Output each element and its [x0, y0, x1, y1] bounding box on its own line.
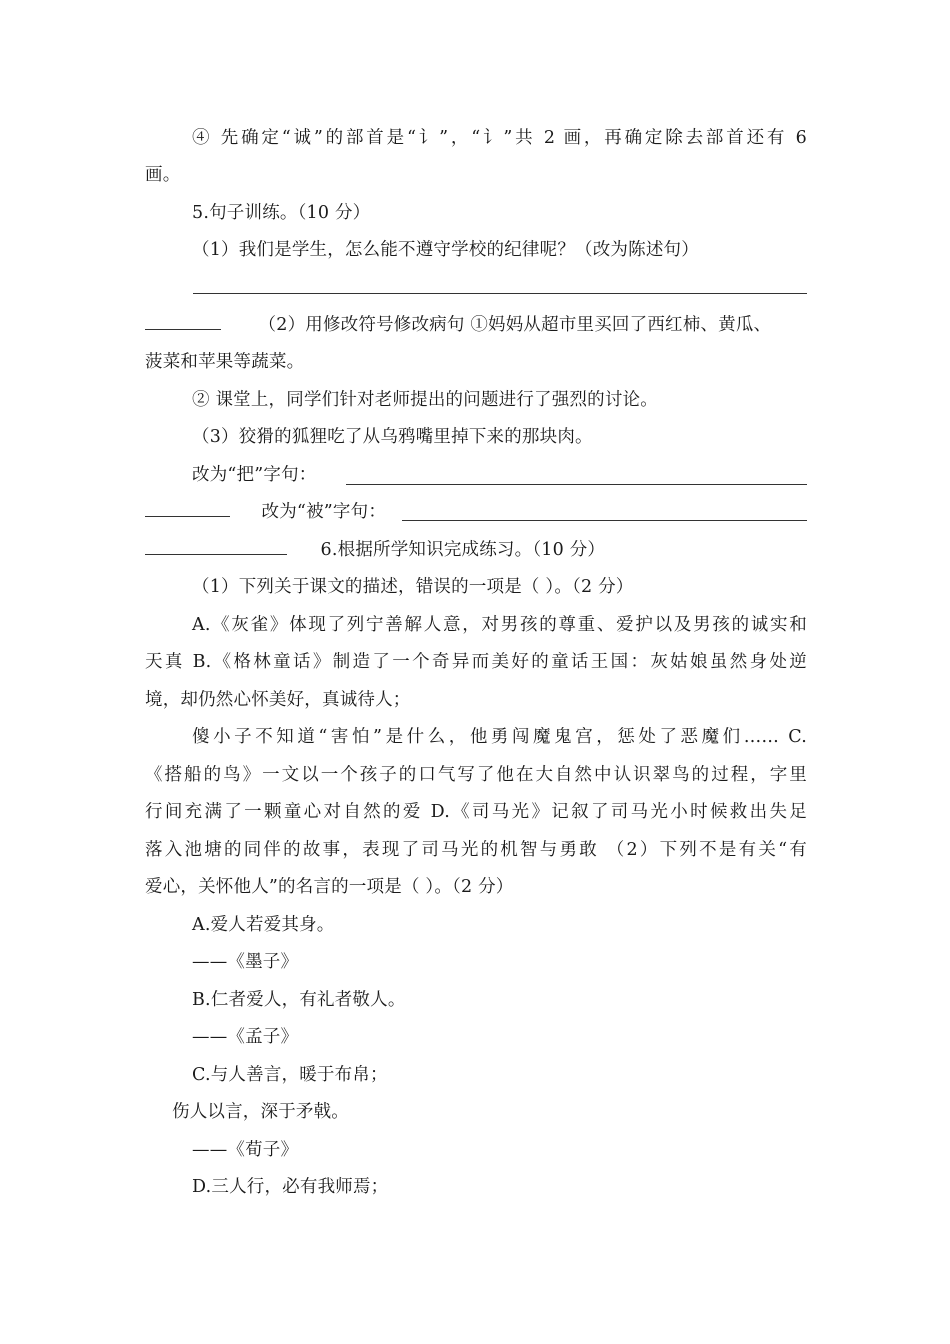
option-line: 落入池塘的同伴的故事，表现了司马光的机智与勇敢 （2）下列不是有关“有: [145, 840, 807, 860]
answer-line: [346, 484, 807, 485]
prompt-label: 改为“被”字句：: [261, 502, 387, 522]
quote-source: ——《孟子》: [192, 1027, 299, 1047]
option-line: 行间充满了一颗童心对自然的爱 D.《司马光》记叙了司马光小时候救出失足: [145, 802, 807, 822]
option-line: 境，却仍然心怀美好，真诚待人；: [145, 690, 411, 710]
text-line: 菠菜和苹果等蔬菜。: [145, 352, 305, 372]
answer-blank: [145, 498, 230, 517]
text-line: ② 课堂上，同学们针对老师提出的问题进行了强烈的讨论。: [192, 390, 658, 410]
option-line: C.与人善言，暖于布帛；: [192, 1065, 388, 1085]
option-line: D.三人行，必有我师焉；: [192, 1177, 389, 1197]
quote-source: ——《墨子》: [192, 952, 299, 972]
question-line: （1）我们是学生，怎么能不遵守学校的纪律呢？（改为陈述句）: [192, 240, 699, 260]
option-line: 傻小子不知道“害怕”是什么，他勇闯魔鬼宫，惩处了恶魔们…… C.: [192, 727, 807, 747]
quote-source: ——《荀子》: [192, 1140, 299, 1160]
question-line: （2）用修改符号修改病句 ①妈妈从超市里买回了西红柿、黄瓜、: [258, 315, 772, 335]
option-line: A.爱人若爱其身。: [192, 915, 335, 935]
section-heading: 5.句子训练。（10 分）: [192, 203, 371, 223]
option-line: A.《灰雀》体现了列宁善解人意，对男孩的尊重、爱护以及男孩的诚实和: [192, 615, 807, 635]
text-line: [145, 498, 807, 526]
text-line: 画。: [145, 165, 181, 185]
answer-blank: [145, 311, 221, 330]
option-line: B.仁者爱人，有礼者敬人。: [192, 990, 406, 1010]
text-line: [145, 311, 807, 339]
answer-blank: [145, 536, 287, 555]
text-line: [145, 536, 807, 564]
option-line: 《搭船的鸟》一文以一个孩子的口气写了他在大自然中认识翠鸟的过程，字里: [145, 765, 807, 785]
prompt-label: 改为“把”字句：: [192, 465, 317, 485]
option-line: 天真 B.《格林童话》制造了一个奇异而美好的童话王国：灰姑娘虽然身处逆: [145, 652, 807, 672]
question-line: 爱心，关怀他人”的名言的一项是（ ）。（2 分）: [145, 877, 514, 897]
question-line: （1）下列关于课文的描述，错误的一项是（ ）。（2 分）: [192, 577, 634, 597]
option-line: 伤人以言，深于矛戟。: [172, 1102, 349, 1122]
answer-line: [193, 293, 807, 294]
question-line: （3）狡猾的狐狸吃了从乌鸦嘴里掉下来的那块肉。: [192, 427, 593, 447]
text-line: ④ 先确定“诚”的部首是“讠”，“讠”共 2 画，再确定除去部首还有 6: [192, 128, 807, 148]
answer-line: [402, 520, 807, 521]
section-heading: 6.根据所学知识完成练习。（10 分）: [320, 540, 606, 560]
